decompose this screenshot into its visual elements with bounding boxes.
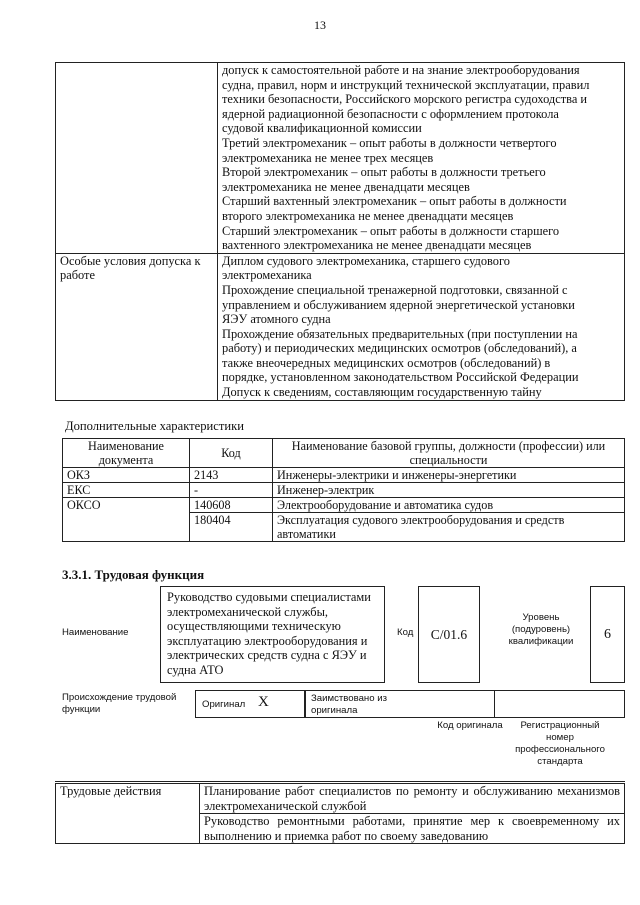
text-line: вахтенного электромеханика не менее двенадцати месяцев [222,238,532,253]
text-line: Третий электромеханик – опыт работы в должности четвертого [222,135,557,150]
additional-characteristics-title: Дополнительные характеристики [65,419,244,433]
table-cell: Эксплуатация судового электрооборудования и средств автоматики [273,513,625,542]
column-header: Наименование базовой группы, должности (профессии) или специальности [273,439,625,468]
labor-action-item: Планирование работ специалистов по ремонту и обслуживанию механизмов электромеханической службой [200,783,625,814]
special-conditions-label: Особые условия допуска к работе [56,253,218,400]
text-line: Прохождение обязательных предварительных (при поступлении на [222,326,578,341]
text-line: также внеочередных медицинских осмотров (обследований) в [222,355,551,370]
table-cell: ОКСО [63,498,190,542]
labor-action-item: Руководство ремонтными работами, принятие мер к своевременному их выполнению и приемка работ по своему заведованию [200,814,625,844]
text-line: работу) и периодических медицинских осмотров (обследований), а [222,341,577,356]
section-title: 3.3.1. Трудовая функция [62,567,205,582]
text-line: ядерной радиационной безопасности с оформлением протокола [222,106,559,121]
borrowed-cell [305,690,495,718]
page-number: 13 [314,18,326,32]
table-cell: Электрооборудование и автоматика судов [273,498,625,513]
text-line: Старший электромеханик – опыт работы в должности старшего [222,223,560,238]
text-line: Второй электромеханик – опыт работы в должности третьего [222,165,546,180]
text-line: допуск к самостоятельной работе и на знание электрооборудования [222,63,580,77]
original-label: Оригинал [202,699,246,710]
text-line: судовой квалификационной комиссии [222,121,422,136]
name-label: Наименование [62,627,129,638]
qualification-requirements-table [55,62,625,401]
table-cell: Инженер-электрик [273,483,625,498]
column-header: Код [190,439,273,468]
table-cell: ЕКС [63,483,190,498]
text-line: Прохождение специальной тренажерной подготовки, связанной с [222,282,568,297]
additional-characteristics-table [62,438,625,542]
labor-actions-label: Трудовые действия [56,783,200,844]
function-code-box: С/01.6 [418,586,480,683]
table-cell: 140608 [190,498,273,513]
table-row [63,468,625,483]
experience-requirements-cell [218,63,625,254]
table-cell: 2143 [190,468,273,483]
qualification-level-box: 6 [590,586,625,683]
labor-actions-table [55,781,625,844]
table-cell: - [190,483,273,498]
text-line: порядке, установленном законодательством Российской Федерации [222,370,579,385]
text-line: ЯЭУ атомного судна [222,312,331,327]
table-cell: ОКЗ [63,468,190,483]
empty-label-cell [56,63,218,254]
original-cell [195,690,305,718]
text-line: Старший вахтенный электромеханик – опыт работы в должности [222,194,567,209]
code-label: Код [397,627,414,638]
text-line: электромеханика не менее двенадцати месяцев [222,179,470,194]
function-name-box: Руководство судовыми специалистами электромеханической службы, осуществляющими техническую эксплуатацию электрооборудования и электрических средств судна с ЯЭУ и судна АТО [160,586,385,683]
qualification-level-label: Уровень (подуровень) квалификации [508,612,574,647]
special-conditions-cell [218,253,625,400]
text-line: управлением и обслуживанием ядерной энергетической установки [222,297,575,312]
text-line: второго электромеханика не менее двенадцати месяцев [222,208,514,223]
text-line: Диплом судового электромеханика, старшего судового [222,253,510,268]
borrowed-label: Заимствовано из оригинала [311,693,387,716]
text-line: техники безопасности, Российского морского регистра судоходства и [222,92,588,107]
reg-number-cell [495,690,625,718]
table-row [63,483,625,498]
text-line: Допуск к сведениям, составляющим государственную тайну [222,385,542,400]
registration-number-label: Регистрационный номер профессионального стандарта [515,720,605,767]
original-code-label: Код оригинала [437,720,503,731]
column-header: Наименование документа [63,439,190,468]
table-row [63,498,625,513]
table-cell: 180404 [190,513,273,542]
origin-label: Происхождение трудовой функции [62,692,177,715]
table-cell: Инженеры-электрики и инженеры-энергетики [273,468,625,483]
text-line: судна, правил, норм и инструкций технической эксплуатации, правил [222,77,590,92]
original-mark: Х [258,694,269,710]
text-line: электромеханика [222,268,312,283]
text-line: электромеханика не менее трех месяцев [222,150,434,165]
